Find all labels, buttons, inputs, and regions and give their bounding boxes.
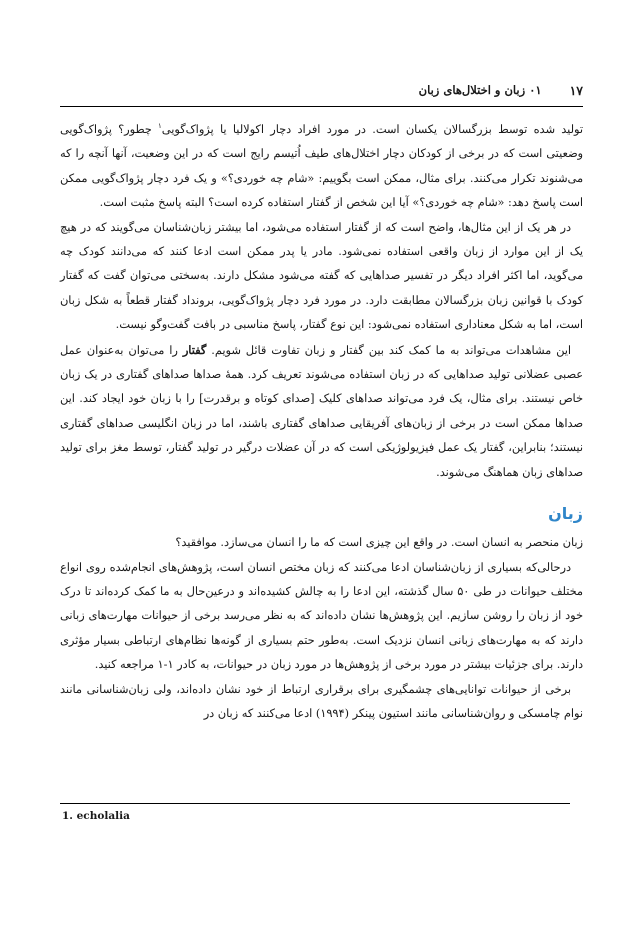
paragraph-animal-research: درحالی‌که بسیاری از زبان‌شناسان ادعا می‌کنند که زبان مختص انسان است، پژوهش‌های انجام‌شده روی انواع مختلف حیوانات در طی ۵۰ سال گذشته، این ادعا را به چالش کشیده‌اند و درعین‌حال به ما کمک کرده‌اند تا درک خود از زبان را روشن سازیم. این پژوهش‌ها نشان داده‌اند که به نظر می‌رسد برخی از حیوانات مهارت‌های زبانی دارند که به مهارت‌های زبانی انسان نزدیک است. به‌طور حتم بسیاری از گونه‌ها نظام‌های ارتباطی بسیار مؤثری دارند. برای جزئیات بیشتر در مورد برخی از پژوهش‌ها در مورد زبان در حیوانات، به کادر ۱-۱ مراجعه کنید. [60,560,583,672]
key-term: گفتار [182,342,207,357]
header-divider [60,106,583,107]
footnote-marker: ۱ [158,122,162,131]
footnote-divider [60,803,570,804]
footnote: 1. echolalia [62,810,130,822]
chapter-title: ۰۱ زبان و اختلال‌های زبان [418,83,542,97]
paragraph-text: چطور؟ پژواک‌گویی وضعیتی است که در برخی از کودکان دچار اختلال‌های طیف اُتیسم رایج است که در این وضعیت، آنها آنچه را که می‌شنوند تکرار می‌کنند. برای مثال، ممکن است بگوییم: «شام چه خوردی؟» و یک فرد دچار پژواک‌گویی ممکن است پاسخ دهد: «شام چه خوردی؟» آیا این شخص از گفتار استفاده کرده است؟ البته پاسخ مثبت است. [60,123,583,210]
running-header [60,78,583,102]
paragraph-animal-abilities: برخی از حیوانات توانایی‌های چشمگیری برای برقراری ارتباط از خود نشان داده‌اند، ولی زبان‌شناسانی مانند نوام چامسکی و روان‌شناسانی مانند استیون پینکر (۱۹۹۴) ادعا می‌کنند که زبان در [60,682,583,720]
page-number: ۱۷ [569,82,583,98]
body-text [60,118,583,726]
paragraph-text: تولید شده توسط بزرگسالان یکسان است. در مورد افراد دچار اکولالیا یا پژواک‌گویی [161,123,583,136]
paragraph-speech-vs-language: در هر یک از این مثال‌ها، واضح است که از گفتار استفاده می‌شود، اما بیشتر زبان‌شناسان می‌گویند که در هیچ یک از این موارد از زبان واقعی استفاده نمی‌شود. مادر یا پدر ممکن است ادعا کنند که می‌دانند کودک چه می‌گوید، اما اکثر افراد دیگر در تفسیر صداهایی که گفته می‌شود مشکل دارند. به‌سختی می‌توان گفت که گفتار کودک با قوانین زبان بزرگسالان مطابقت دارد. در مورد فرد دچار پژواک‌گویی، برونداد گفتار قطعاً به شکل زبان است، اما به شکل معناداری استفاده نمی‌شود: این نوع گفتار، پاسخ مناسبی در بافت گفت‌وگو نیست. [60,220,583,332]
paragraph-text: را می‌توان به‌عنوان عمل عصبی عضلانی تولید صداهایی که در زبان استفاده می‌شوند تعریف کرد. همهٔ صداها صداهای گفتاری در یک زبان خاص نیستند. برای مثال، یک فرد می‌تواند صداهای کلیک [صدای کوتاه و برقدرت] را با زبان خود ایجاد کند. این صداها ممکن است در برخی از زبان‌های آفریقایی صداهای گفتاری باشند، اما در زبان انگلیسی صداهای گفتاری نیستند؛ بنابراین، گفتار یک عمل فیزیولوژیکی است که در آن عضلات درگیر در تولید گفتار، توسط مغز برای تولید صداهای زبان هماهنگ می‌شوند. [60,343,583,479]
paragraph-echolalia [60,118,583,216]
section-heading: زبان [548,504,583,524]
paragraph-speech-definition [60,338,583,485]
paragraph-text: این مشاهدات می‌تواند به ما کمک کند بین گفتار و زبان تفاوت قائل شویم. [206,343,571,357]
paragraph-language-intro: زبان منحصر به انسان است. در واقع این چیزی است که ما را انسان می‌سازد. موافقید؟ [175,536,583,550]
